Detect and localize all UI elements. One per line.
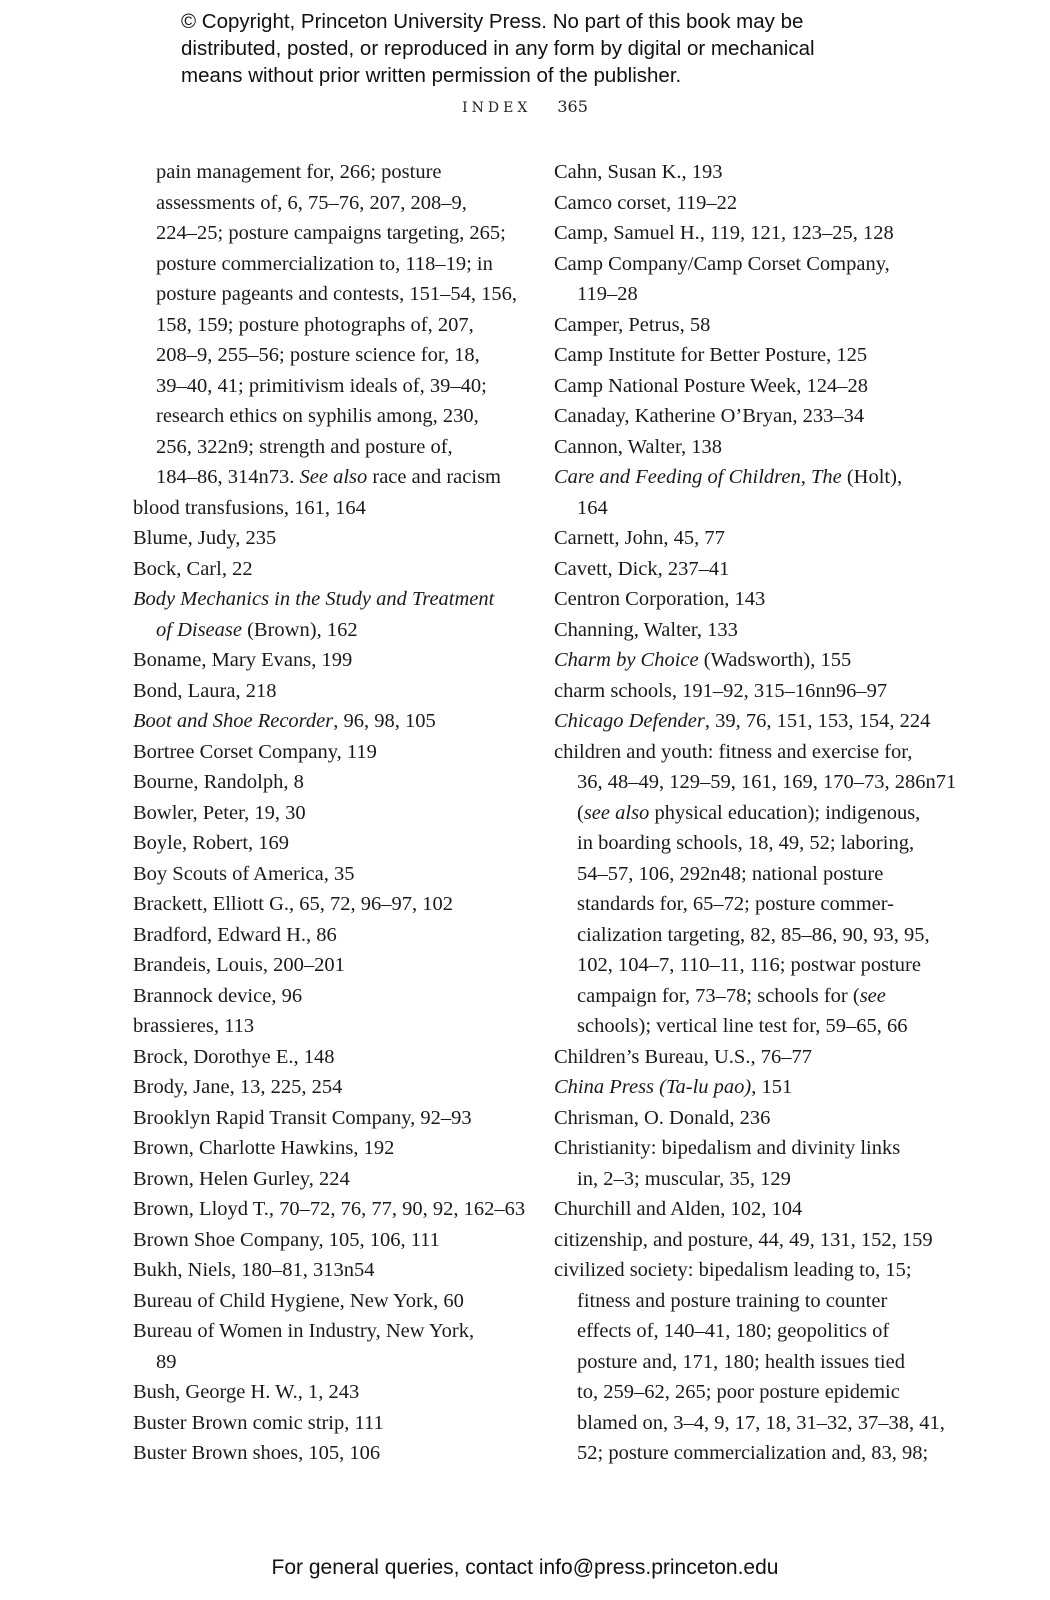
title-text: China Press (Ta-lu pao) bbox=[554, 1076, 752, 1098]
entry-text: (Wadsworth), 155 bbox=[698, 649, 852, 671]
entry-line: assessments of, 6, 75–76, 207, 208–9, bbox=[156, 191, 467, 214]
title-text: of Disease bbox=[156, 618, 242, 641]
entry-line: 36, 48–49, 129–59, 161, 169, 170–73, 286n71 bbox=[577, 771, 957, 793]
index-entry bbox=[554, 584, 939, 615]
entry-text: Carnett, John, 45, 77 bbox=[554, 527, 725, 549]
entry-line: blamed on, 3–4, 9, 17, 18, 31–32, 37–38, 41, bbox=[577, 1411, 945, 1434]
index-entry bbox=[133, 584, 513, 645]
index-entry bbox=[133, 1194, 526, 1225]
entry-text: , 39, 76, 151, 153, 154, 224 bbox=[704, 710, 931, 732]
entry-text: Brandeis, Louis, 200–201 bbox=[133, 954, 345, 976]
index-entry bbox=[133, 828, 513, 859]
entry-text: Camp National Posture Week, 124–28 bbox=[554, 374, 868, 397]
index-entry bbox=[133, 1133, 513, 1164]
index-entry bbox=[133, 706, 513, 737]
cross-reference: See also bbox=[299, 466, 368, 488]
index-entry bbox=[554, 1225, 939, 1256]
index-entry bbox=[133, 676, 513, 707]
page-number: 365 bbox=[557, 97, 588, 116]
running-head bbox=[0, 97, 1050, 116]
entry-text: Buster Brown comic strip, 111 bbox=[133, 1411, 384, 1434]
index-entry bbox=[133, 1255, 513, 1286]
entry-text: brassieres, 113 bbox=[133, 1015, 255, 1037]
entry-text: Bowler, Peter, 19, 30 bbox=[133, 801, 306, 824]
entry-line: 89 bbox=[156, 1350, 177, 1373]
index-entry bbox=[133, 737, 513, 768]
entry-line: posture commercialization to, 118–19; in bbox=[156, 252, 493, 275]
entry-text: ( bbox=[577, 801, 584, 824]
entry-line: Christianity: bipedalism and divinity links bbox=[554, 1137, 901, 1159]
entry-line: 39–40, 41; primitivism ideals of, 39–40; bbox=[156, 374, 487, 397]
entry-line: 102, 104–7, 110–11, 116; postwar posture bbox=[577, 954, 921, 976]
entry-text: charm schools, 191–92, 315–16nn96–97 bbox=[554, 679, 888, 702]
entry-line: to, 259–62, 265; poor posture epidemic bbox=[577, 1381, 900, 1403]
index-entry bbox=[554, 523, 939, 554]
title-text: Charm by Choice bbox=[554, 649, 699, 671]
entry-text: Boname, Mary Evans, 199 bbox=[133, 649, 353, 671]
entry-line: 158, 159; posture photographs of, 207, bbox=[156, 313, 474, 336]
entry-line bbox=[577, 798, 939, 829]
entry-text: Camper, Petrus, 58 bbox=[554, 313, 711, 336]
title-text: Boot and Shoe Recorder bbox=[133, 710, 334, 732]
index-entry bbox=[133, 767, 513, 798]
entry-text: Bureau of Child Hygiene, New York, 60 bbox=[133, 1289, 464, 1312]
entry-line: standards for, 65–72; posture commer- bbox=[577, 893, 895, 915]
entry-text: Bortree Corset Company, 119 bbox=[133, 740, 377, 763]
entry-text: Cannon, Walter, 138 bbox=[554, 435, 722, 458]
index-entry bbox=[554, 432, 939, 463]
copyright-line: distributed, posted, or reproduced in any form by digital or mechanical bbox=[181, 37, 815, 60]
entry-text: Camp Institute for Better Posture, 125 bbox=[554, 344, 868, 366]
entry-line bbox=[156, 615, 513, 646]
entry-line bbox=[156, 462, 513, 493]
copyright-line: means without prior written permission of the publisher. bbox=[181, 64, 682, 87]
entry-line: fitness and posture training to counter bbox=[577, 1289, 888, 1312]
entry-text: Brock, Dorothye E., 148 bbox=[133, 1045, 335, 1068]
entry-text: campaign for, 73–78; schools for ( bbox=[577, 984, 860, 1007]
index-entry bbox=[133, 859, 513, 890]
entry-text: Chrisman, O. Donald, 236 bbox=[554, 1106, 771, 1129]
index-entry bbox=[554, 1255, 945, 1469]
title-text: Care and Feeding of Children, The bbox=[554, 466, 842, 488]
index-entry bbox=[133, 1072, 513, 1103]
index-entry bbox=[554, 1194, 939, 1225]
index-entry bbox=[133, 1011, 513, 1042]
title-text: Body Mechanics in the Study and Treatment bbox=[133, 588, 495, 610]
entry-text: Bock, Carl, 22 bbox=[133, 557, 253, 580]
index-entry bbox=[554, 157, 939, 188]
entry-line: schools); vertical line test for, 59–65, 66 bbox=[577, 1015, 908, 1037]
entry-line bbox=[554, 462, 939, 493]
entry-line: cialization targeting, 82, 85–86, 90, 93, 95, bbox=[577, 923, 930, 946]
entry-text: Brown, Helen Gurley, 224 bbox=[133, 1167, 350, 1190]
index-entry bbox=[133, 1164, 513, 1195]
index-entry bbox=[554, 340, 939, 371]
entry-text: (Holt), bbox=[841, 466, 903, 488]
index-entry bbox=[554, 371, 939, 402]
index-entry bbox=[133, 1103, 513, 1134]
entry-line: 54–57, 106, 292n48; national posture bbox=[577, 862, 884, 885]
entry-text: (Brown), 162 bbox=[241, 618, 358, 641]
copyright-notice bbox=[181, 8, 941, 89]
index-entry bbox=[133, 1286, 513, 1317]
entry-line: 256, 322n9; strength and posture of, bbox=[156, 435, 453, 458]
entry-line: 119–28 bbox=[577, 283, 638, 305]
index-entry bbox=[554, 462, 939, 523]
entry-line bbox=[577, 981, 939, 1012]
entry-text: Cavett, Dick, 237–41 bbox=[554, 557, 730, 580]
entry-text: 184–86, 314n73. bbox=[156, 466, 300, 488]
entry-text: Canaday, Katherine O’Bryan, 233–34 bbox=[554, 405, 865, 427]
index-entry bbox=[554, 1103, 939, 1134]
entry-text: race and racism bbox=[367, 466, 501, 488]
entry-line: 164 bbox=[577, 496, 608, 519]
index-entry bbox=[554, 188, 939, 219]
entry-text: Bush, George H. W., 1, 243 bbox=[133, 1381, 360, 1403]
entry-line: pain management for, 266; posture bbox=[156, 161, 442, 183]
entry-line: research ethics on syphilis among, 230, bbox=[156, 405, 479, 427]
entry-text: Boyle, Robert, 169 bbox=[133, 832, 290, 854]
index-entry bbox=[133, 798, 513, 829]
index-entry bbox=[554, 310, 939, 341]
entry-text: physical education); indigenous, bbox=[649, 801, 921, 824]
entry-line: in, 2–3; muscular, 35, 129 bbox=[577, 1167, 791, 1190]
entry-text: Buster Brown shoes, 105, 106 bbox=[133, 1442, 381, 1464]
copyright-line: © Copyright, Princeton University Press. No part of this book may be bbox=[181, 10, 804, 33]
entry-text: Blume, Judy, 235 bbox=[133, 527, 277, 549]
index-entry bbox=[133, 1408, 513, 1439]
index-entry bbox=[133, 523, 513, 554]
index-column-left bbox=[133, 157, 526, 1469]
entry-text: Brody, Jane, 13, 225, 254 bbox=[133, 1076, 343, 1098]
index-entry bbox=[554, 615, 939, 646]
entry-text: Brown, Lloyd T., 70–72, 76, 77, 90, 92, 162–63 bbox=[133, 1198, 526, 1220]
entry-line: Camp Company/Camp Corset Company, bbox=[554, 252, 890, 275]
title-text: Chicago Defender bbox=[554, 710, 705, 732]
entry-line: civilized society: bipedalism leading to, 15; bbox=[554, 1259, 912, 1281]
index-entry bbox=[133, 1316, 513, 1377]
index-entry bbox=[133, 493, 513, 524]
entry-line: posture and, 171, 180; health issues tied bbox=[577, 1350, 905, 1373]
index-entry bbox=[133, 1377, 513, 1408]
entry-text: Bradford, Edward H., 86 bbox=[133, 923, 337, 946]
entry-line: posture pageants and contests, 151–54, 156, bbox=[156, 283, 517, 305]
index-column-right bbox=[554, 157, 957, 1469]
entry-line: 208–9, 255–56; posture science for, 18, bbox=[156, 344, 480, 366]
entry-text: Brannock device, 96 bbox=[133, 984, 303, 1007]
index-entry bbox=[133, 554, 513, 585]
entry-text: Churchill and Alden, 102, 104 bbox=[554, 1198, 803, 1220]
entry-text: Children’s Bureau, U.S., 76–77 bbox=[554, 1045, 812, 1068]
entry-text: Camp, Samuel H., 119, 121, 123–25, 128 bbox=[554, 222, 894, 244]
index-entry bbox=[133, 1438, 513, 1469]
entry-line: children and youth: fitness and exercise for, bbox=[554, 740, 913, 763]
running-head-label: INDEX bbox=[462, 100, 532, 116]
entry-text: Bukh, Niels, 180–81, 313n54 bbox=[133, 1259, 375, 1281]
entry-text: Channing, Walter, 133 bbox=[554, 618, 738, 641]
entry-line: effects of, 140–41, 180; geopolitics of bbox=[577, 1320, 890, 1342]
entry-line: in boarding schools, 18, 49, 52; laboring, bbox=[577, 832, 915, 854]
entry-text: Camco corset, 119–22 bbox=[554, 191, 738, 214]
entry-text: Boy Scouts of America, 35 bbox=[133, 862, 355, 885]
entry-line bbox=[133, 584, 513, 615]
entry-text: blood transfusions, 161, 164 bbox=[133, 496, 366, 519]
entry-text: Brackett, Elliott G., 65, 72, 96–97, 102 bbox=[133, 893, 453, 915]
entry-text: Brooklyn Rapid Transit Company, 92–93 bbox=[133, 1106, 472, 1129]
index-entry bbox=[554, 1133, 939, 1194]
entry-text: Bourne, Randolph, 8 bbox=[133, 771, 304, 793]
entry-text: Bond, Laura, 218 bbox=[133, 679, 277, 702]
index-entry bbox=[554, 1042, 939, 1073]
index-entry bbox=[554, 706, 939, 737]
index-entry bbox=[133, 920, 513, 951]
index-entry-continued bbox=[133, 157, 517, 493]
index-entry bbox=[133, 981, 513, 1012]
cross-reference: see bbox=[859, 984, 886, 1007]
entry-text: Cahn, Susan K., 193 bbox=[554, 161, 723, 183]
index-entry bbox=[554, 249, 939, 310]
index-entry bbox=[554, 1072, 939, 1103]
entry-text: Centron Corporation, 143 bbox=[554, 588, 766, 610]
entry-text: citizenship, and posture, 44, 49, 131, 152, 159 bbox=[554, 1228, 933, 1251]
entry-text: Brown Shoe Company, 105, 106, 111 bbox=[133, 1228, 440, 1251]
entry-text: Brown, Charlotte Hawkins, 192 bbox=[133, 1137, 395, 1159]
index-entry bbox=[133, 1042, 513, 1073]
entry-text: , 96, 98, 105 bbox=[333, 710, 436, 732]
index-entry bbox=[554, 737, 957, 1042]
footer-contact: For general queries, contact info@press.princeton.edu bbox=[271, 1556, 779, 1579]
entry-line: 52; posture commercialization and, 83, 98; bbox=[577, 1442, 929, 1464]
entry-line: Bureau of Women in Industry, New York, bbox=[133, 1320, 475, 1342]
cross-reference: see also bbox=[583, 801, 650, 824]
index-entry bbox=[133, 950, 513, 981]
index-entry bbox=[554, 554, 939, 585]
entry-line: 224–25; posture campaigns targeting, 265; bbox=[156, 222, 506, 244]
index-entry bbox=[133, 889, 513, 920]
index-entry bbox=[554, 676, 939, 707]
index-entry bbox=[554, 218, 939, 249]
index-entry bbox=[133, 1225, 513, 1256]
index-entry bbox=[554, 645, 939, 676]
entry-text: , 151 bbox=[751, 1076, 793, 1098]
index-entry bbox=[554, 401, 939, 432]
index-entry bbox=[133, 645, 513, 676]
